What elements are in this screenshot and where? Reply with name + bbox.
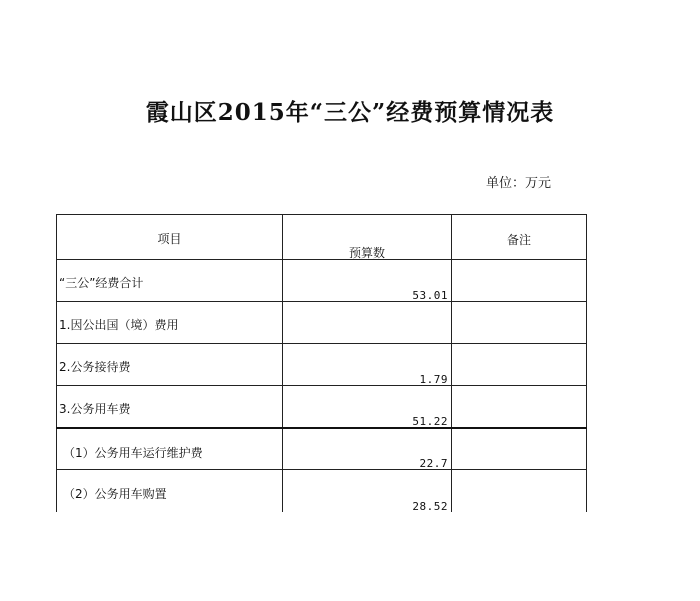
table-row bbox=[57, 302, 587, 344]
table-header-row bbox=[57, 215, 587, 260]
row-label: （2）公务用车购置 bbox=[63, 487, 167, 501]
row-label-cell bbox=[57, 260, 283, 302]
page-title: 霞山区2015年“三公”经费预算情况表 bbox=[145, 99, 555, 126]
row-label-cell bbox=[57, 428, 283, 470]
row-budget-value: 1.79 bbox=[419, 373, 448, 386]
row-budget-value: 28.52 bbox=[412, 499, 448, 513]
header-cell-note bbox=[452, 215, 587, 260]
row-label: （1）公务用车运行维护费 bbox=[63, 445, 203, 460]
row-label-cell bbox=[57, 386, 283, 428]
row-budget-cell bbox=[283, 260, 452, 302]
header-note-label: 备注 bbox=[506, 233, 531, 247]
budget-table bbox=[56, 214, 587, 512]
row-label: 1.因公出国（境）费用 bbox=[59, 318, 179, 332]
row-budget-cell bbox=[283, 428, 452, 470]
row-note-cell bbox=[452, 386, 587, 428]
header-item-label: 项目 bbox=[157, 232, 182, 246]
row-note-cell bbox=[452, 260, 587, 302]
table-row bbox=[57, 386, 587, 428]
row-budget-value: 22.7 bbox=[419, 457, 448, 470]
unit-label: 单位：万元 bbox=[486, 176, 552, 191]
row-label: 3.公务用车费 bbox=[59, 402, 131, 416]
row-note-cell bbox=[452, 344, 587, 386]
header-budget-label: 预算数 bbox=[348, 246, 385, 260]
table-row bbox=[57, 470, 587, 512]
row-label-cell bbox=[57, 470, 283, 512]
header-cell-budget bbox=[283, 215, 452, 260]
row-label: “三公”经费合计 bbox=[59, 276, 144, 290]
table-row bbox=[57, 428, 587, 470]
table-row bbox=[57, 344, 587, 386]
row-budget-cell bbox=[283, 470, 452, 512]
row-budget-cell bbox=[283, 302, 452, 344]
row-label-cell bbox=[57, 302, 283, 344]
row-note-cell bbox=[452, 428, 587, 470]
row-note-cell bbox=[452, 470, 587, 512]
header-cell-item bbox=[57, 215, 283, 260]
row-label: 2.公务接待费 bbox=[59, 360, 131, 374]
row-note-cell bbox=[452, 302, 587, 344]
row-budget-cell bbox=[283, 344, 452, 386]
table-row bbox=[57, 260, 587, 302]
row-budget-value: 51.22 bbox=[412, 414, 448, 428]
row-budget-cell bbox=[283, 386, 452, 428]
row-budget-value: 53.01 bbox=[412, 289, 448, 302]
row-label-cell bbox=[57, 344, 283, 386]
